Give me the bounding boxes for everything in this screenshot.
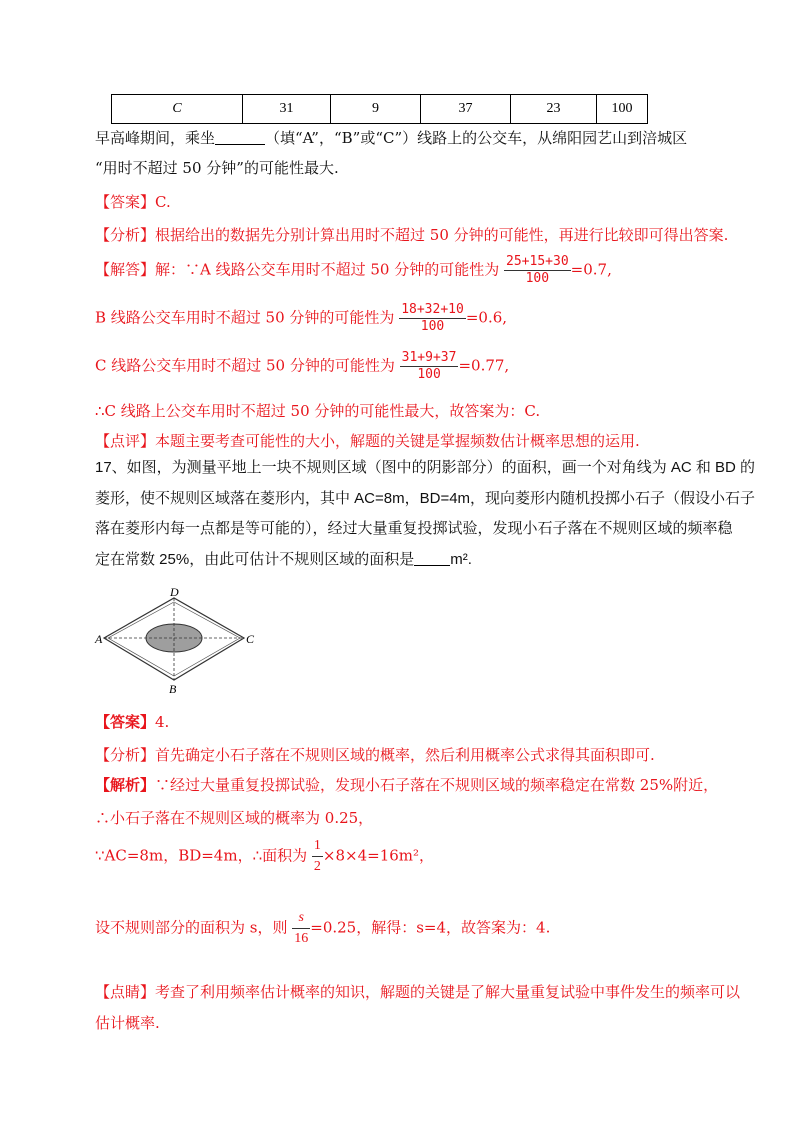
- fraction: $\frac{18+32+10}{100}$: [401, 302, 464, 334]
- q17-line2: 菱形，使不规则区域落在菱形内，其中 AC=8m，BD=4m，现向菱形内随机投掷小石子（假设小石子: [95, 490, 756, 507]
- rhombus-figure: [92, 585, 262, 700]
- q17-line1: 17、如图，为测量平地上一块不规则区域（图中的阴影部分）的面积，画一个对角线为 AC 和 BD 的: [95, 459, 756, 476]
- q16-line1: 早高峰期间，乘坐 （填“A”，“B”或“C”）线路上的公交车，从绵阳园艺山到涪城区: [95, 129, 688, 147]
- answer-17: 【答案】4.: [95, 713, 170, 731]
- q17-line4: 定在常数 25%，由此可估计不规则区域的面积是 m².: [95, 551, 472, 568]
- label-b: B: [169, 682, 177, 696]
- table-cell: 9: [331, 95, 421, 124]
- solution-17-line2: ∴小石子落在不规则区域的概率为 0.25，: [95, 809, 374, 827]
- label-c: C: [246, 632, 255, 646]
- fraction: $\frac{31+9+37}{100}$: [401, 350, 457, 382]
- solution-17-line1: 【解析】∵经过大量重复投掷试验，发现小石子落在不规则区域的频率稳定在常数 25%附近，: [95, 776, 719, 794]
- fraction: $\frac{1}{2}$: [312, 836, 323, 877]
- answer-16: 【答案】C.: [95, 193, 171, 211]
- label-a: A: [95, 632, 103, 646]
- data-table: [111, 94, 648, 124]
- q17-line3: 落在菱形内每一点都是等可能的），经过大量重复投掷试验，发现小石子落在不规则区域的频率稳: [95, 520, 733, 537]
- analysis-16: 【分析】根据给出的数据先分别计算出用时不超过 50 分钟的可能性，再进行比较即可得出答案.: [95, 226, 729, 244]
- solution-16-line4: ∴C 线路上公交车用时不超过 50 分钟的可能性最大，故答案为：C.: [95, 402, 541, 420]
- table-cell: C: [112, 95, 243, 124]
- solution-16-line3: C 线路公交车用时不超过 50 分钟的可能性为 $\frac{31+9+37}{100}$ =0.77,: [95, 350, 510, 382]
- comment-17-line2: 估计概率.: [95, 1014, 160, 1032]
- table-row: [112, 95, 648, 124]
- comment-17-line1: 【点睛】考查了利用频率估计概率的知识，解题的关键是了解大量重复试验中事件发生的频率可以: [95, 983, 741, 1001]
- table-cell: 23: [511, 95, 597, 124]
- q16-line2: “用时不超过 50 分钟”的可能性最大.: [95, 159, 339, 177]
- fraction: $\frac{s}{16}$: [292, 908, 310, 949]
- answer-blank: [414, 551, 450, 566]
- fraction: $\frac{25+15+30}{100}$: [506, 254, 569, 286]
- solution-16-line1: 【解答】解：∵A 线路公交车用时不超过 50 分钟的可能性为 $\frac{25+15+30}{100}$ =0.7,: [95, 254, 612, 286]
- comment-16: 【点评】本题主要考查可能性的大小，解题的关键是掌握频数估计概率思想的运用.: [95, 432, 640, 450]
- answer-blank: [215, 130, 265, 145]
- table-cell: 100: [597, 95, 648, 124]
- label-d: D: [170, 585, 179, 599]
- solution-17-line3: ∵AC=8m，BD=4m，∴面积为 $\frac{1}{2}$ ×8×4=16m²，: [95, 836, 434, 877]
- table-cell: 31: [243, 95, 331, 124]
- solution-17-line4: 设不规则部分的面积为 s，则 $\frac{s}{16}$ =0.25，解得：s=4，故答案为：4.: [95, 908, 550, 949]
- solution-16-line2: B 线路公交车用时不超过 50 分钟的可能性为 $\frac{18+32+10}{100}$ =0.6,: [95, 302, 508, 334]
- table-cell: 37: [421, 95, 511, 124]
- analysis-17: 【分析】首先确定小石子落在不规则区域的概率，然后利用概率公式求得其面积即可.: [95, 746, 655, 764]
